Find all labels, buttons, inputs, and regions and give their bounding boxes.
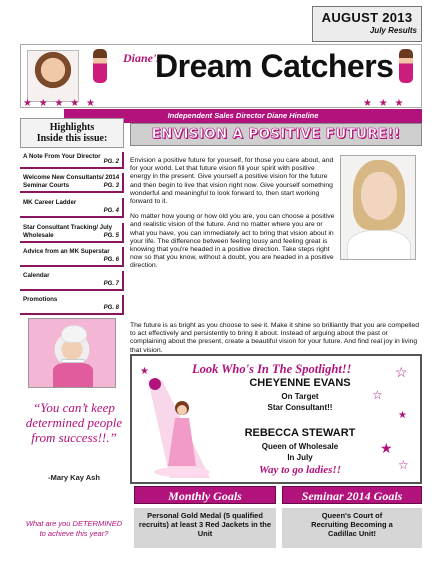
toc-item-page: PG. 6: [103, 257, 119, 263]
toc-item-title: Promotions: [23, 296, 58, 303]
woman-photo: [340, 155, 416, 260]
star-icon: ★: [140, 366, 149, 377]
spotlight-title: Look Who's In The Spotlight!!: [192, 362, 352, 376]
toc-item-title: Calendar: [23, 272, 50, 279]
quote-author: -Mary Kay Ash: [48, 473, 100, 482]
spotlight-detail: [230, 391, 370, 413]
spotlight-name: CHEYENNE EVANS: [249, 377, 351, 389]
toc-item-page: PG. 8: [103, 305, 119, 311]
toc-item[interactable]: [20, 223, 124, 243]
figure-right-image: [399, 49, 413, 83]
article-paragraph: Envision a positive future for yourself, for those you care about, and for your world. Let that future vision fill your spirit with positive energy in the present. Give yourself a positive vision for the future and then begin to live that vision right now. Give yourself something wonderful and meaningful to look forward to, then start working forward to it.: [130, 157, 334, 206]
monthly-goals-heading: Monthly Goals: [134, 486, 276, 504]
toc-item[interactable]: [20, 198, 124, 218]
toc-item-page: PG. 7: [103, 281, 119, 287]
masthead: [20, 44, 422, 108]
figure-left-image: [93, 49, 107, 83]
issue-edition: July Results: [369, 26, 417, 35]
spotlight-detail-line: Queen of Wholesale: [261, 442, 339, 451]
toc-item-page: PG. 5: [103, 233, 119, 239]
brand-small: Diane's: [123, 51, 162, 65]
spotlight-detail: [230, 441, 370, 463]
spotlight-detail-line: Star Consultant!!: [267, 403, 333, 412]
seminar-goals-heading: Seminar 2014 Goals: [282, 486, 422, 504]
mary-kay-portrait: [28, 318, 116, 388]
spotlight-detail-line: On Target: [281, 392, 319, 401]
toc-item[interactable]: [20, 295, 124, 315]
spotlight-detail-line: In July: [287, 453, 313, 462]
stars-left-icon: ★ ★ ★ ★ ★: [23, 98, 97, 109]
toc-item-title: MK Career Ladder: [23, 199, 77, 206]
brand-title: Dream Catchers: [155, 48, 394, 84]
monthly-goals-text: Personal Gold Medal (5 qualified recruits) at least 3 Red Jackets in the Unit: [134, 508, 276, 548]
toc-item-page: PG. 3: [103, 183, 119, 189]
toc-item[interactable]: [20, 247, 124, 267]
highlights-heading: [20, 118, 124, 148]
tagline-bar: Independent Sales Director Diane Hineline: [64, 109, 422, 123]
star-icon: ☆: [398, 458, 409, 472]
toc-item[interactable]: [20, 152, 124, 169]
issue-date-box: [312, 6, 422, 42]
toc-item-title: Advice from an MK Superstar: [23, 248, 110, 255]
toc-item-title: Welcome New Consultants/ 2014 Seminar Courts: [23, 174, 120, 189]
goal-question: What are you DETERMINED to achieve this year?: [25, 519, 123, 538]
director-photo: [27, 50, 79, 102]
toc-item-page: PG. 4: [103, 208, 119, 214]
highlights-line1: Highlights: [49, 122, 95, 133]
toc-item[interactable]: [20, 271, 124, 291]
star-icon: ★: [398, 410, 407, 421]
toc-item[interactable]: [20, 173, 124, 193]
portrait-dress: [53, 363, 93, 387]
star-icon: ★: [380, 440, 393, 456]
quote-text: “You can’t keep determined people from success!!.”: [25, 400, 123, 445]
toc-item-title: Star Consultant Tracking/ July Wholesale: [23, 224, 113, 239]
article-paragraph: The future is as bright as you choose to see it. Make it shine so brilliantly that you are compelled to act effectively and persistently to bring it about. Instead of arguing about the past or complaining about the present, create a beautiful vision for your future. And find real joy in living that vision.: [130, 322, 420, 354]
article-body: [130, 157, 335, 278]
spotlight-cheer: Way to go ladies!!: [259, 464, 341, 476]
spotlight-name: REBECCA STEWART: [244, 427, 356, 439]
portrait-hat: [61, 325, 87, 343]
issue-month: AUGUST 2013: [321, 10, 413, 25]
toc-item-page: PG. 2: [103, 159, 119, 165]
photo-face: [361, 172, 397, 220]
stars-right-icon: ★ ★ ★: [363, 98, 406, 109]
star-icon: ☆: [395, 364, 408, 380]
toc-item-title: A Note From Your Director: [23, 153, 101, 160]
star-icon: ☆: [372, 388, 383, 402]
highlights-line2: Inside this issue:: [36, 133, 108, 144]
article-paragraph: No matter how young or how old you are, you can choose a positive and realistic vision of the future. And no matter where you are or what you have, you can immediately act to bring that vision about in your life. The difference between feeling lousy and feeling great is knowing that you're headed in a positive direction. Take steps right now so that you know, without a doubt, you are headed in a positive direction.: [130, 213, 335, 270]
spotlight-figure-image: [140, 378, 218, 482]
photo-shirt: [347, 230, 411, 260]
article-headline: ENVISION A POSITIVE FUTURE!!: [130, 123, 422, 146]
seminar-goals-text: Queen's Court of Recruiting Becoming a Cadillac Unit!: [282, 508, 422, 548]
